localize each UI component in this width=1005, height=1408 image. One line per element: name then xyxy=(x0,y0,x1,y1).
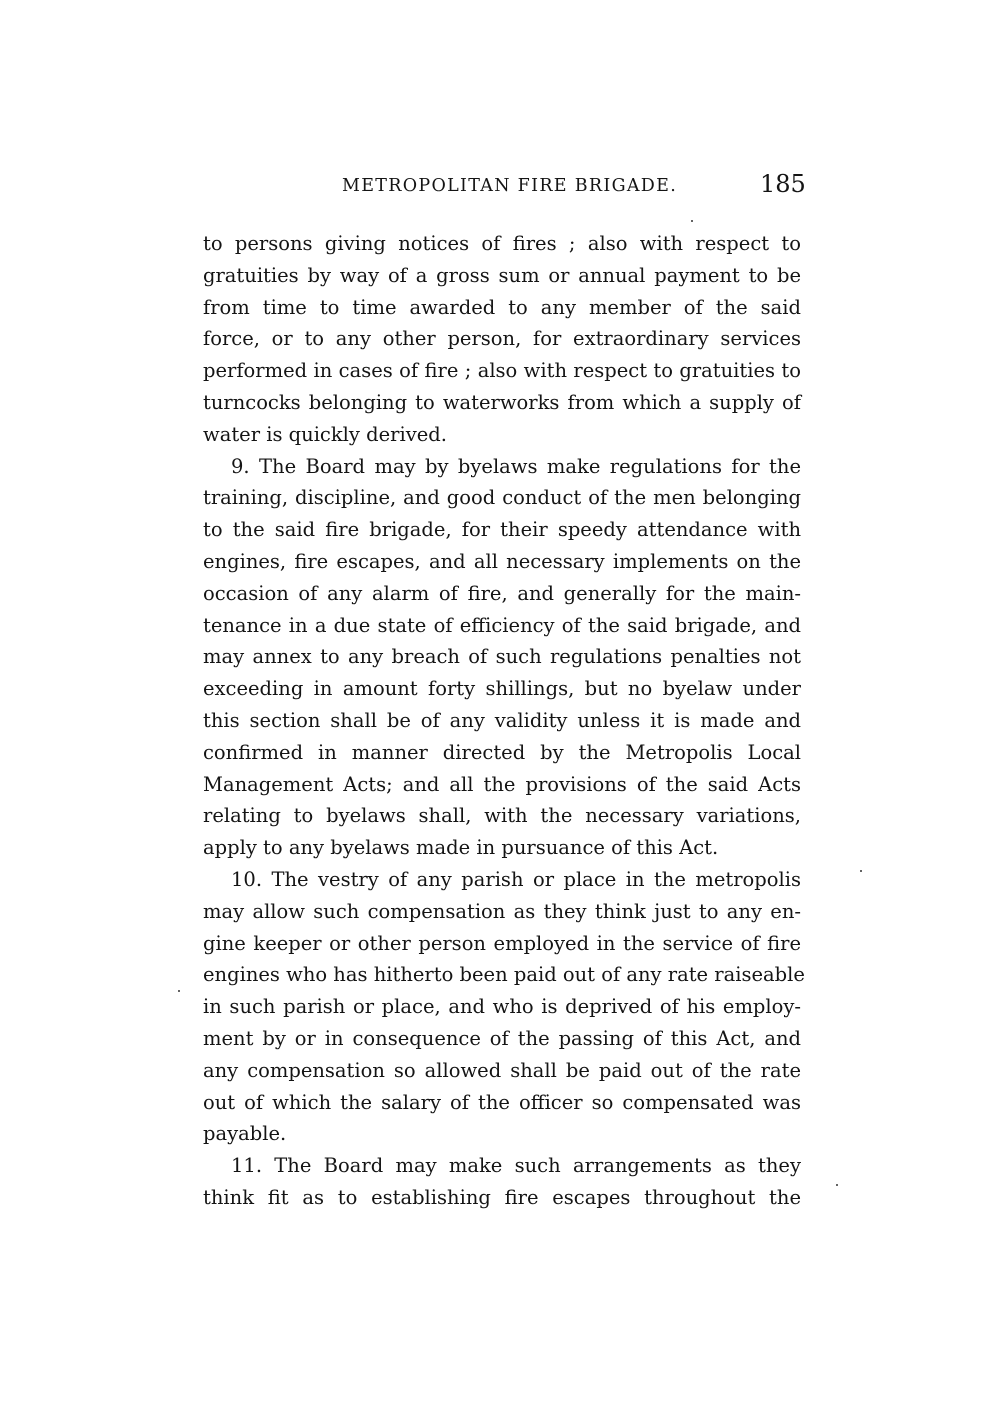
text-line: gine keeper or other person employed in the service of fire xyxy=(203,931,801,955)
text-line: Management Acts; and all the provisions of the said Acts xyxy=(203,772,801,796)
paragraph-start-9: 9. The Board may by byelaws make regulations for the xyxy=(231,454,801,478)
print-speck xyxy=(860,870,862,872)
text-line: engines, fire escapes, and all necessary implements on the xyxy=(203,549,801,573)
text-line: in such parish or place, and who is deprived of his employ- xyxy=(203,995,801,1019)
print-speck xyxy=(178,990,180,992)
text-line: gratuities by way of a gross sum or annual payment to be xyxy=(203,263,801,287)
text-line: may annex to any breach of such regulations penalties not xyxy=(203,645,801,669)
text-line: think fit as to establishing fire escapes throughout the xyxy=(203,1185,801,1209)
text-line: performed in cases of fire ; also with respect to gratuities to xyxy=(203,359,801,383)
text-line: training, discipline, and good conduct of the men belonging xyxy=(203,486,801,510)
text-line: occasion of any alarm of fire, and generally for the main- xyxy=(203,581,801,605)
running-title: METROPOLITAN FIRE BRIGADE. xyxy=(342,176,678,196)
text-line: confirmed in manner directed by the Metropolis Local xyxy=(203,740,801,764)
text-line: out of which the salary of the officer so compensated was xyxy=(203,1090,801,1114)
text-line: this section shall be of any validity unless it is made and xyxy=(203,708,801,732)
text-line: may allow such compensation as they think just to any en- xyxy=(203,899,801,923)
text-line: turncocks belonging to waterworks from which a supply of xyxy=(203,390,801,414)
text-line: ment by or in consequence of the passing of this Act, and xyxy=(203,1026,801,1050)
text-line: to the said fire brigade, for their speedy attendance with xyxy=(203,518,801,542)
text-line: relating to byelaws shall, with the necessary variations, xyxy=(203,804,801,828)
text-line: payable. xyxy=(203,1122,287,1146)
text-line: exceeding in amount forty shillings, but no byelaw under xyxy=(203,677,801,701)
print-speck xyxy=(836,1184,838,1186)
text-line: any compensation so allowed shall be paid out of the rate xyxy=(203,1058,801,1082)
text-line: water is quickly derived. xyxy=(203,422,447,446)
body-text xyxy=(203,228,805,1214)
print-speck xyxy=(691,220,693,222)
text-line: apply to any byelaws made in pursuance of this Act. xyxy=(203,836,719,860)
text-line: force, or to any other person, for extraordinary services xyxy=(203,327,801,351)
page-number: 185 xyxy=(760,170,806,198)
text-line: tenance in a due state of efficiency of the said brigade, and xyxy=(203,613,801,637)
paragraph-start-11: 11. The Board may make such arrangements as they xyxy=(231,1154,801,1178)
text-line: from time to time awarded to any member of the said xyxy=(203,295,801,319)
paragraph-start-10: 10. The vestry of any parish or place in the metropolis xyxy=(231,867,801,891)
text-line: engines who has hitherto been paid out of any rate raiseable xyxy=(203,963,805,987)
text-line: to persons giving notices of fires ; also with respect to xyxy=(203,232,801,255)
